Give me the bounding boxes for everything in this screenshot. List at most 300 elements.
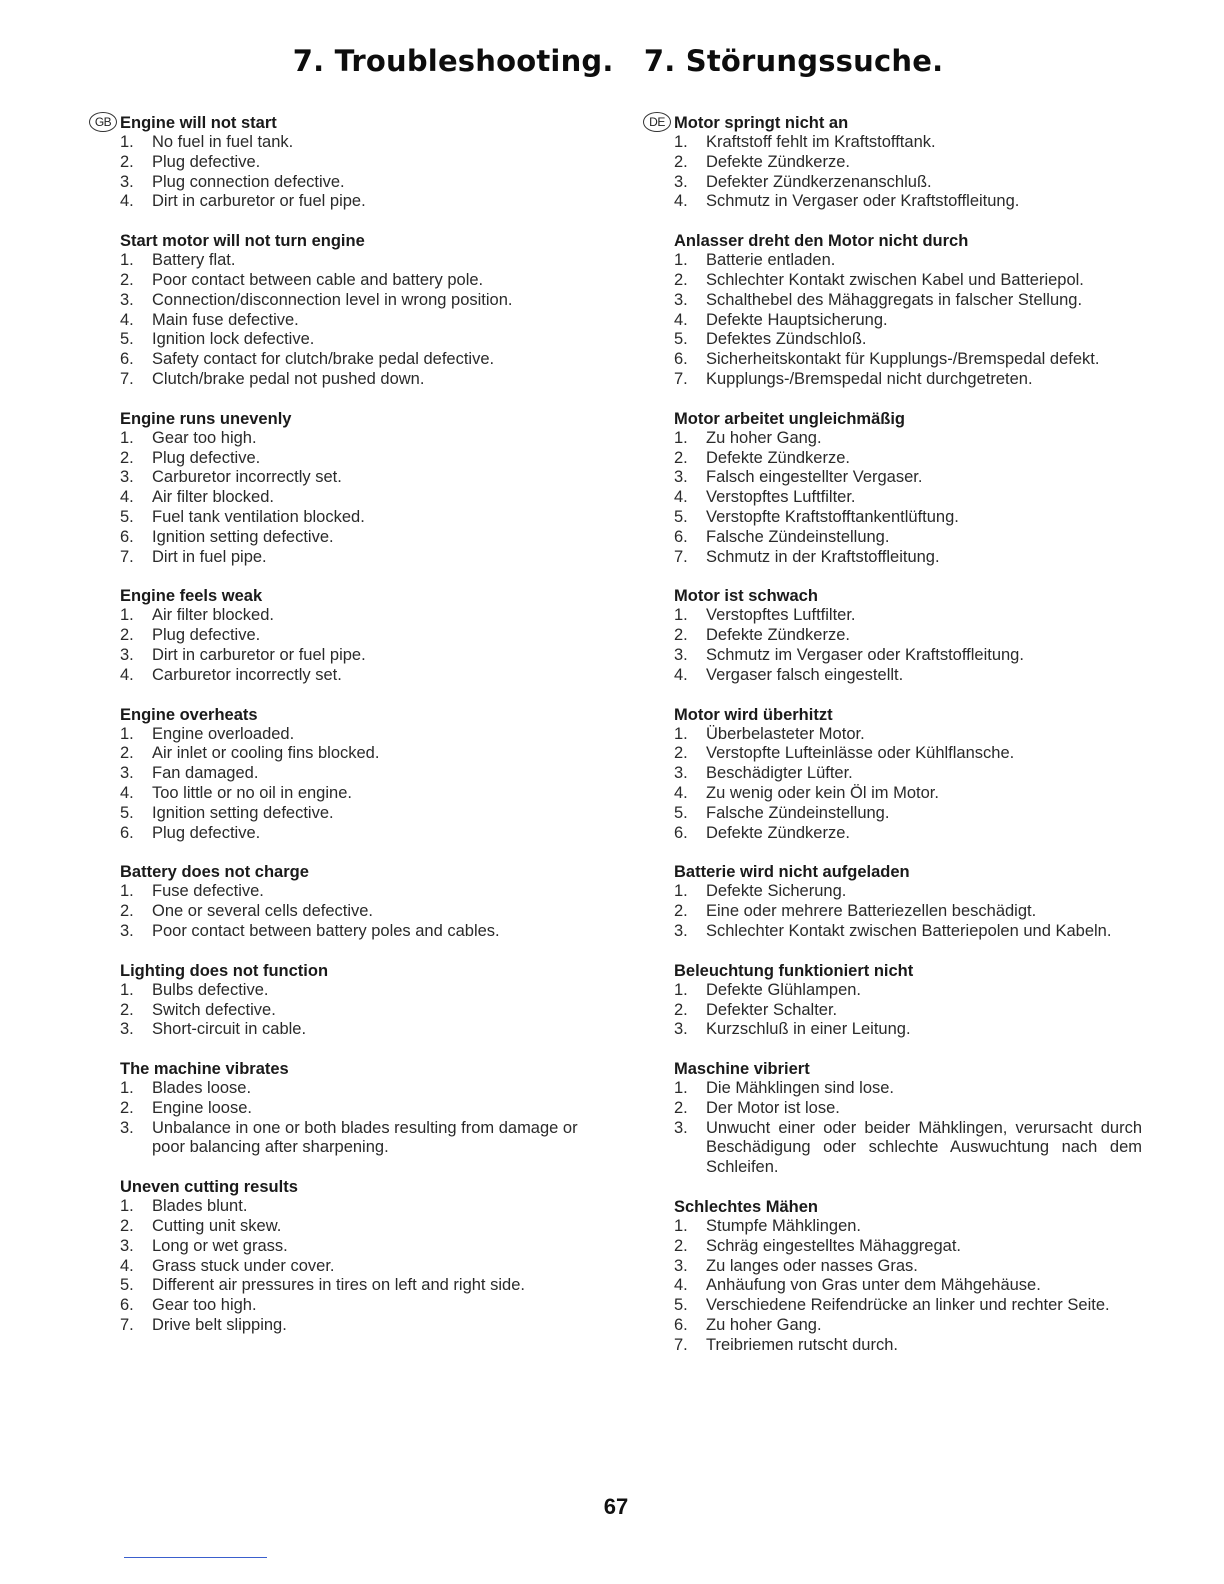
troubleshooting-section <box>120 961 600 1040</box>
item-text: Verstopftes Luftfilter. <box>706 606 856 625</box>
item-number: 1. <box>674 1217 688 1236</box>
cause-list <box>120 429 600 568</box>
list-item <box>120 1099 600 1119</box>
section-heading-text: Engine overheats <box>120 705 258 724</box>
item-text: Dirt in carburetor or fuel pipe. <box>152 192 366 211</box>
troubleshooting-section <box>120 862 600 941</box>
list-item <box>120 1079 600 1099</box>
section-heading <box>120 1177 600 1197</box>
item-number: 3. <box>674 172 688 191</box>
list-item <box>674 882 1142 902</box>
cause-list <box>120 725 600 844</box>
item-text: Plug defective. <box>152 626 261 645</box>
item-number: 2. <box>674 152 688 171</box>
item-text: Drive belt slipping. <box>152 1316 287 1335</box>
section-heading <box>120 862 600 882</box>
item-text: Zu langes oder nasses Gras. <box>706 1256 918 1275</box>
item-text: Short-circuit in cable. <box>152 1020 307 1039</box>
item-number: 3. <box>674 645 688 664</box>
item-text: Schlechter Kontakt zwischen Batteriepolen und Kabeln. <box>706 921 1112 940</box>
list-item <box>674 1001 1142 1021</box>
item-number: 3. <box>674 764 688 783</box>
section-heading-text: Schlechtes Mähen <box>674 1198 818 1217</box>
item-text: Defekte Zündkerze. <box>706 448 850 467</box>
item-text: Cutting unit skew. <box>152 1217 282 1236</box>
section-heading <box>674 862 1142 882</box>
item-text: Zu hoher Gang. <box>706 428 822 447</box>
item-text: Engine overloaded. <box>152 724 295 743</box>
list-item <box>674 508 1142 528</box>
list-item <box>120 1020 600 1040</box>
list-item <box>120 1276 600 1296</box>
section-heading <box>94 113 600 133</box>
item-number: 7. <box>674 1335 688 1354</box>
item-text: Safety contact for clutch/brake pedal defective. <box>152 350 495 369</box>
item-text: Engine loose. <box>152 1098 252 1117</box>
list-item <box>120 764 600 784</box>
item-text: Carburetor incorrectly set. <box>152 468 342 487</box>
item-number: 3. <box>120 290 134 309</box>
section-heading <box>120 409 600 429</box>
item-number: 7. <box>674 369 688 388</box>
item-number: 5. <box>120 1276 134 1295</box>
item-number: 2. <box>674 902 688 921</box>
list-item <box>674 271 1142 291</box>
column-german <box>649 113 1142 1375</box>
section-heading-text: Motor springt nicht an <box>674 114 849 132</box>
item-text: Defekte Glühlampen. <box>706 980 862 999</box>
list-item <box>674 429 1142 449</box>
section-heading <box>120 705 600 725</box>
language-badge-icon: GB <box>89 112 117 132</box>
item-number: 4. <box>120 1256 134 1275</box>
list-item <box>120 606 600 626</box>
section-heading <box>674 1197 1142 1217</box>
item-text: Air inlet or cooling fins blocked. <box>152 744 380 763</box>
list-item <box>674 548 1142 568</box>
item-text: Ignition setting defective. <box>152 527 334 546</box>
item-number: 5. <box>674 1296 688 1315</box>
list-item <box>674 528 1142 548</box>
item-number: 5. <box>674 507 688 526</box>
item-text: Switch defective. <box>152 1000 276 1019</box>
item-number: 3. <box>120 1118 134 1137</box>
item-number: 6. <box>120 1296 134 1315</box>
cause-list <box>120 1079 600 1158</box>
list-item <box>120 1237 600 1257</box>
cause-list <box>674 981 1142 1040</box>
troubleshooting-section <box>674 862 1142 941</box>
item-text: Gear too high. <box>152 1296 257 1315</box>
cause-list <box>674 606 1142 685</box>
list-item <box>120 1257 600 1277</box>
item-number: 4. <box>120 310 134 329</box>
list-item <box>674 1119 1142 1178</box>
item-number: 1. <box>674 251 688 270</box>
list-item <box>674 1237 1142 1257</box>
item-number: 2. <box>674 1000 688 1019</box>
item-number: 3. <box>674 290 688 309</box>
list-item <box>120 370 600 390</box>
list-item <box>674 173 1142 193</box>
item-text: Vergaser falsch eingestellt. <box>706 665 904 684</box>
item-text: Clutch/brake pedal not pushed down. <box>152 369 425 388</box>
page-number: 67 <box>603 1494 629 1519</box>
troubleshooting-section <box>120 409 600 568</box>
list-item <box>120 350 600 370</box>
list-item <box>120 902 600 922</box>
item-number: 3. <box>120 645 134 664</box>
item-text: Air filter blocked. <box>152 488 274 507</box>
list-item <box>120 1119 600 1159</box>
list-item <box>674 291 1142 311</box>
item-number: 7. <box>120 369 134 388</box>
list-item <box>120 133 600 153</box>
item-text: Fan damaged. <box>152 764 259 783</box>
item-number: 3. <box>120 1020 134 1039</box>
item-text: Verstopfte Lufteinlässe oder Kühlflansche. <box>706 744 1015 763</box>
item-number: 5. <box>120 803 134 822</box>
list-item <box>120 725 600 745</box>
list-item <box>120 1316 600 1336</box>
item-text: Schmutz im Vergaser oder Kraftstoffleitung. <box>706 645 1024 664</box>
item-number: 1. <box>674 606 688 625</box>
item-text: Schmutz in Vergaser oder Kraftstoffleitung. <box>706 192 1020 211</box>
item-text: Verstopftes Luftfilter. <box>706 488 856 507</box>
list-item <box>674 1020 1142 1040</box>
item-text: Falsche Zündeinstellung. <box>706 527 890 546</box>
list-item <box>674 902 1142 922</box>
item-text: Schlechter Kontakt zwischen Kabel und Batteriepol. <box>706 270 1084 289</box>
section-heading <box>674 705 1142 725</box>
list-item <box>674 824 1142 844</box>
troubleshooting-section <box>674 409 1142 568</box>
title-de: 7. Störungssuche. <box>643 44 944 78</box>
list-item <box>120 548 600 568</box>
column-english <box>94 113 600 1355</box>
item-number: 2. <box>674 1098 688 1117</box>
item-number: 4. <box>120 783 134 802</box>
item-text: Plug defective. <box>152 448 261 467</box>
item-text: Stumpfe Mähklingen. <box>706 1217 862 1236</box>
item-text: Sicherheitskontakt für Kupplungs-/Bremspedal defekt. <box>706 350 1100 369</box>
item-number: 3. <box>674 921 688 940</box>
section-heading-text: Engine feels weak <box>120 587 263 606</box>
section-heading-text: Battery does not charge <box>120 863 309 882</box>
item-text: Der Motor ist lose. <box>706 1098 840 1117</box>
item-number: 3. <box>120 468 134 487</box>
list-item <box>120 173 600 193</box>
cause-list <box>120 1197 600 1336</box>
list-item <box>120 666 600 686</box>
section-heading <box>674 1059 1142 1079</box>
item-text: Kraftstoff fehlt im Kraftstofftank. <box>706 133 936 151</box>
item-text: Defekte Zündkerze. <box>706 823 850 842</box>
section-heading <box>674 231 1142 251</box>
item-number: 1. <box>120 1197 134 1216</box>
list-item <box>674 784 1142 804</box>
item-number: 1. <box>120 606 134 625</box>
item-number: 1. <box>120 980 134 999</box>
section-heading-text: Motor arbeitet ungleichmäßig <box>674 409 906 428</box>
list-item <box>120 804 600 824</box>
item-text: Zu wenig oder kein Öl im Motor. <box>706 783 939 802</box>
item-text: Plug connection defective. <box>152 172 345 191</box>
item-text: Schräg eingestelltes Mähaggregat. <box>706 1236 961 1255</box>
list-item <box>674 330 1142 350</box>
item-number: 1. <box>120 133 134 151</box>
item-text: Defekte Zündkerze. <box>706 626 850 645</box>
troubleshooting-section <box>674 1197 1142 1356</box>
item-number: 3. <box>674 1256 688 1275</box>
section-heading-text: Engine will not start <box>120 114 277 132</box>
item-text: Poor contact between battery poles and cables. <box>152 921 500 940</box>
title-gb: 7. Troubleshooting. <box>292 44 614 78</box>
item-number: 6. <box>674 527 688 546</box>
troubleshooting-section <box>674 1059 1142 1178</box>
section-heading-text: Start motor will not turn engine <box>120 232 365 251</box>
item-number: 7. <box>120 547 134 566</box>
list-item <box>120 311 600 331</box>
item-number: 5. <box>674 330 688 349</box>
item-number: 2. <box>120 1000 134 1019</box>
cause-list <box>120 251 600 390</box>
item-text: Carburetor incorrectly set. <box>152 665 342 684</box>
list-item <box>120 429 600 449</box>
item-number: 2. <box>120 744 134 763</box>
item-text: One or several cells defective. <box>152 902 374 921</box>
troubleshooting-section <box>674 586 1142 685</box>
item-number: 6. <box>120 527 134 546</box>
list-item <box>674 666 1142 686</box>
list-item <box>674 1079 1142 1099</box>
list-item <box>120 449 600 469</box>
item-number: 6. <box>674 350 688 369</box>
item-number: 1. <box>120 428 134 447</box>
list-item <box>120 192 600 212</box>
item-text: Die Mähklingen sind lose. <box>706 1079 895 1098</box>
list-item <box>674 370 1142 390</box>
item-number: 1. <box>674 133 688 151</box>
item-number: 2. <box>674 448 688 467</box>
section-heading <box>674 409 1142 429</box>
list-item <box>120 1217 600 1237</box>
item-text: Dirt in fuel pipe. <box>152 547 267 566</box>
item-text: Verschiedene Reifendrücke an linker und rechter Seite. <box>706 1296 1110 1315</box>
item-number: 3. <box>674 468 688 487</box>
list-item <box>674 311 1142 331</box>
list-item <box>120 528 600 548</box>
list-item <box>120 784 600 804</box>
troubleshooting-section <box>120 1177 600 1336</box>
item-number: 4. <box>674 783 688 802</box>
cause-list <box>120 981 600 1040</box>
item-number: 5. <box>674 803 688 822</box>
item-text: Main fuse defective. <box>152 310 299 329</box>
list-item <box>674 1217 1142 1237</box>
item-text: Dirt in carburetor or fuel pipe. <box>152 645 366 664</box>
item-text: Too little or no oil in engine. <box>152 783 352 802</box>
item-number: 2. <box>674 744 688 763</box>
list-item <box>120 744 600 764</box>
item-text: Defekter Schalter. <box>706 1000 838 1019</box>
item-text: Zu hoher Gang. <box>706 1316 822 1335</box>
list-item <box>674 764 1142 784</box>
item-number: 1. <box>120 1079 134 1098</box>
cause-list <box>674 882 1142 941</box>
item-number: 1. <box>674 724 688 743</box>
list-item <box>674 1336 1142 1356</box>
item-number: 1. <box>120 724 134 743</box>
list-item <box>674 922 1142 942</box>
list-item <box>120 291 600 311</box>
item-number: 4. <box>120 488 134 507</box>
item-number: 3. <box>120 1236 134 1255</box>
cause-list <box>674 725 1142 844</box>
item-number: 1. <box>674 1079 688 1098</box>
item-number: 4. <box>674 192 688 211</box>
item-text: Verstopfte Kraftstofftankentlüftung. <box>706 507 959 526</box>
list-item <box>120 1197 600 1217</box>
item-text: Long or wet grass. <box>152 1236 288 1255</box>
list-item <box>120 1296 600 1316</box>
list-item <box>674 804 1142 824</box>
section-heading-text: Motor ist schwach <box>674 587 818 606</box>
item-number: 1. <box>674 980 688 999</box>
item-text: Defektes Zündschloß. <box>706 330 867 349</box>
item-text: Poor contact between cable and battery pole. <box>152 270 484 289</box>
cause-list <box>120 882 600 941</box>
list-item <box>674 626 1142 646</box>
item-text: Defekter Zündkerzenanschluß. <box>706 172 932 191</box>
section-heading <box>120 1059 600 1079</box>
list-item <box>120 1001 600 1021</box>
item-number: 4. <box>674 665 688 684</box>
item-text: Defekte Sicherung. <box>706 882 847 901</box>
list-item <box>120 824 600 844</box>
item-number: 5. <box>120 507 134 526</box>
item-number: 4. <box>674 1276 688 1295</box>
item-number: 1. <box>674 428 688 447</box>
list-item <box>674 725 1142 745</box>
list-item <box>120 488 600 508</box>
section-heading <box>120 586 600 606</box>
item-text: Fuse defective. <box>152 882 264 901</box>
item-text: Bulbs defective. <box>152 980 269 999</box>
section-heading <box>120 961 600 981</box>
cause-list <box>674 133 1142 212</box>
item-text: Unbalance in one or both blades resulting from damage or poor balancing after sharpening. <box>152 1118 578 1157</box>
list-item <box>120 468 600 488</box>
item-number: 2. <box>120 152 134 171</box>
item-number: 6. <box>120 350 134 369</box>
section-heading-text: Maschine vibriert <box>674 1060 810 1079</box>
list-item <box>674 744 1142 764</box>
item-text: Plug defective. <box>152 152 261 171</box>
item-text: Treibriemen rutscht durch. <box>706 1335 898 1354</box>
troubleshooting-section <box>120 586 600 685</box>
item-text: Falsche Zündeinstellung. <box>706 803 890 822</box>
section-heading <box>674 586 1142 606</box>
item-text: No fuel in fuel tank. <box>152 133 294 151</box>
section-heading-text: Lighting does not function <box>120 961 329 980</box>
list-item <box>674 1276 1142 1296</box>
list-item <box>674 449 1142 469</box>
list-item <box>120 508 600 528</box>
item-number: 4. <box>120 665 134 684</box>
item-number: 3. <box>120 764 134 783</box>
item-text: Different air pressures in tires on left and right side. <box>152 1276 525 1295</box>
item-number: 2. <box>120 448 134 467</box>
item-number: 3. <box>674 1118 688 1137</box>
item-text: Blades loose. <box>152 1079 252 1098</box>
item-text: Falsch eingestellter Vergaser. <box>706 468 923 487</box>
list-item <box>674 133 1142 153</box>
item-text: Connection/disconnection level in wrong position. <box>152 290 513 309</box>
item-number: 1. <box>120 882 134 901</box>
item-text: Fuel tank ventilation blocked. <box>152 507 365 526</box>
item-text: Kupplungs-/Bremspedal nicht durchgetreten. <box>706 369 1033 388</box>
item-number: 2. <box>120 626 134 645</box>
list-item <box>674 1296 1142 1316</box>
list-item <box>120 981 600 1001</box>
item-text: Anhäufung von Gras unter dem Mähgehäuse. <box>706 1276 1041 1295</box>
section-heading <box>674 961 1142 981</box>
list-item <box>674 1257 1142 1277</box>
item-number: 1. <box>674 882 688 901</box>
language-badge-icon: DE <box>643 112 671 132</box>
item-number: 6. <box>674 1316 688 1335</box>
item-number: 2. <box>120 270 134 289</box>
cause-list <box>674 429 1142 568</box>
troubleshooting-section <box>674 231 1142 390</box>
item-text: Blades blunt. <box>152 1197 248 1216</box>
item-number: 2. <box>120 1217 134 1236</box>
list-item <box>120 271 600 291</box>
cause-list <box>120 606 600 685</box>
list-item <box>674 468 1142 488</box>
item-number: 3. <box>120 921 134 940</box>
section-heading-text: Uneven cutting results <box>120 1178 298 1197</box>
cause-list <box>674 251 1142 390</box>
item-number: 3. <box>674 1020 688 1039</box>
list-item <box>674 192 1142 212</box>
item-number: 4. <box>674 488 688 507</box>
item-number: 4. <box>674 310 688 329</box>
list-item <box>120 646 600 666</box>
list-item <box>120 251 600 271</box>
item-number: 6. <box>674 823 688 842</box>
section-heading-text: Batterie wird nicht aufgeladen <box>674 863 910 882</box>
list-item <box>120 922 600 942</box>
section-heading-text: The machine vibrates <box>120 1060 289 1079</box>
item-number: 5. <box>120 330 134 349</box>
list-item <box>120 626 600 646</box>
item-text: Gear too high. <box>152 428 257 447</box>
item-text: Plug defective. <box>152 823 261 842</box>
troubleshooting-section <box>674 961 1142 1040</box>
section-heading-text: Motor wird überhitzt <box>674 705 833 724</box>
item-number: 2. <box>674 270 688 289</box>
item-text: Battery flat. <box>152 251 236 270</box>
item-text: Beschädigter Lüfter. <box>706 764 853 783</box>
item-text: Eine oder mehrere Batteriezellen beschädigt. <box>706 902 1037 921</box>
item-number: 7. <box>674 547 688 566</box>
list-item <box>674 153 1142 173</box>
item-text: Schmutz in der Kraftstoffleitung. <box>706 547 940 566</box>
list-item <box>120 882 600 902</box>
item-text: Ignition lock defective. <box>152 330 315 349</box>
